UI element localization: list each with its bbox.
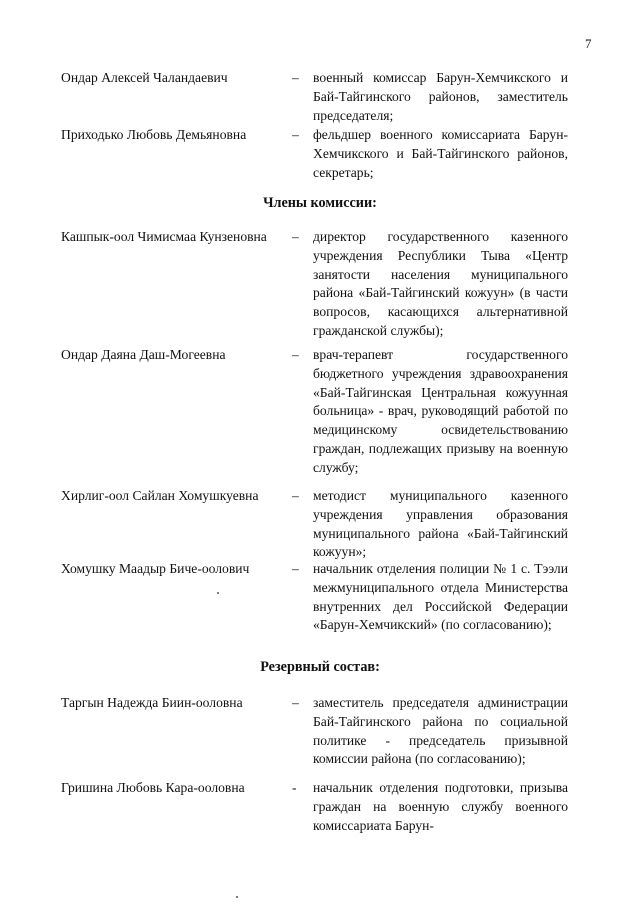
person-role: военный комиссар Барун-Хемчикского и Бай-Тайгинского районов, заместитель председателя; [313, 70, 568, 123]
person-role: начальник отделения полиции № 1 с. Тээли межмуниципального отдела Министерства внутренних дел Российской Федерации «Барун-Хемчикский» (по согласованию); [313, 561, 568, 633]
person-role: врач-терапевт государственного бюджетного учреждения здравоохранения «Бай-Тайгинская Центральная кожуунная больница» - врач, руководящий работой по медицинскому освидетельствованию граждан, подлежащих призыву на военную службу; [313, 347, 568, 475]
person-name: Хирлиг-оол Сайлан Хомушкуевна [61, 488, 259, 503]
dash-separator: – [292, 127, 299, 142]
person-name: Ондар Алексей Чаландаевич [61, 70, 228, 85]
dash-separator: – [292, 70, 299, 85]
person-role: директор государственного казенного учреждения Республики Тыва «Центр занятости населения муниципального района «Бай-Тайгинский кожуун» (в части вопросов, касающихся альтернативной гражданской службы); [313, 229, 568, 338]
dash-separator: – [292, 229, 299, 244]
person-name: Ондар Даяна Даш-Могеевна [61, 347, 226, 362]
person-role: методист муниципального казенного учреждения управления образования муниципального района «Бай-Тайгинский кожуун»; [313, 488, 568, 560]
dash-separator: – [292, 347, 299, 362]
reserve-heading: Резервный состав: [260, 659, 380, 675]
person-name: Приходько Любовь Демьяновна [61, 127, 247, 142]
members-heading: Члены комиссии: [263, 195, 377, 211]
person-name: Гришина Любовь Кара-ооловна [61, 780, 245, 795]
dash-separator: – [292, 561, 299, 576]
person-name: Таргын Надежда Биин-ооловна [61, 695, 243, 710]
person-name: Хомушку Маадыр Биче-оолович [61, 561, 250, 576]
scan-speck [236, 896, 238, 898]
person-role: начальник отделения подготовки, призыва граждан на военную службу военного комиссариата Барун- [313, 780, 568, 833]
page-number: 7 [585, 36, 592, 51]
person-name: Кашпык-оол Чимисмаа Кунзеновна [61, 229, 267, 244]
scan-speck [217, 592, 219, 594]
dash-separator: – [292, 695, 299, 710]
dash-separator: – [292, 488, 299, 503]
person-role: фельдшер военного комиссариата Барун-Хемчикского и Бай-Тайгинского районов, секретарь; [313, 127, 568, 180]
person-role: заместитель председателя администрации Бай-Тайгинского района по социальной политике - председатель призывной комиссии района (по согласованию); [313, 695, 568, 767]
dash-separator: - [292, 780, 297, 795]
